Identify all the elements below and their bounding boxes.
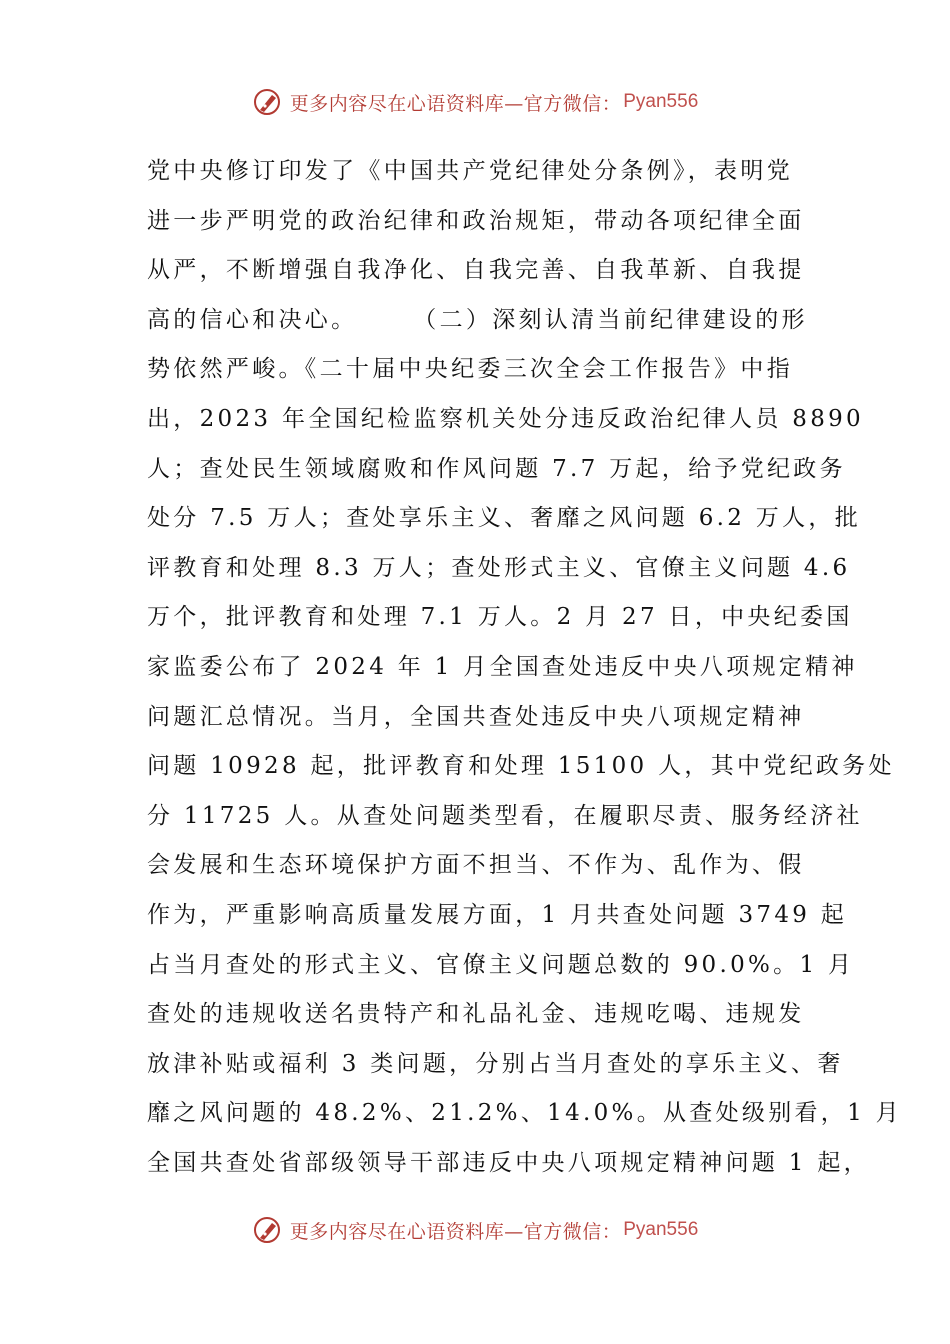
body-line: 放津补贴或福利 3 类问题，分别占当月查处的享乐主义、奢 [147,1050,844,1077]
pen-nib-circle-icon [252,1215,282,1245]
footer-watermark [0,1210,950,1250]
body-line: 高的信心和决心。 （二）深刻认清当前纪律建设的形 [147,306,808,333]
body-line: 家监委公布了 2024 年 1 月全国查处违反中央八项规定精神 [147,653,858,680]
body-line: 作为，严重影响高质量发展方面，1 月共查处问题 3749 起 [147,901,848,928]
watermark-text: 更多内容尽在心语资料库—官方微信： [289,1220,622,1243]
watermark-wechat-id: Pyan556 [623,91,699,112]
body-line: 人；查处民生领域腐败和作风问题 7.7 万起，给予党纪政务 [147,455,846,482]
body-line: 处分 7.5 万人；查处享乐主义、奢靡之风问题 6.2 万人，批 [147,505,861,532]
body-line: 从严，不断增强自我净化、自我完善、自我革新、自我提 [147,257,805,284]
body-line: 评教育和处理 8.3 万人；查处形式主义、官僚主义问题 4.6 [147,554,851,581]
body-line: 万个，批评教育和处理 7.1 万人。2 月 27 日，中央纪委国 [147,604,853,631]
body-line: 占当月查处的形式主义、官僚主义问题总数的 90.0%。1 月 [147,951,855,978]
body-line: 进一步严明党的政治纪律和政治规矩，带动各项纪律全面 [147,207,805,234]
body-line: 势依然严峻。《二十届中央纪委三次全会工作报告》中指 [147,356,793,383]
body-line: 党中央修订印发了《中国共产党纪律处分条例》，表明党 [147,158,793,184]
document-body [147,147,902,1188]
pen-nib-circle-icon [252,87,282,117]
body-line: 查处的违规收送名贵特产和礼品礼金、违规吃喝、违规发 [147,1001,805,1028]
body-line: 分 11725 人。从查处问题类型看，在履职尽责、服务经济社 [147,802,863,829]
body-line: 问题汇总情况。当月，全国共查处违反中央八项规定精神 [147,703,805,730]
header-watermark [0,82,950,122]
body-line: 全国共查处省部级领导干部违反中央八项规定精神问题 1 起， [147,1149,870,1176]
body-line: 出，2023 年全国纪检监察机关处分违反政治纪律人员 8890 [147,405,864,432]
watermark-wechat-id: Pyan556 [623,1219,699,1240]
watermark-text: 更多内容尽在心语资料库—官方微信： [289,92,622,115]
body-line: 问题 10928 起，批评教育和处理 15100 人，其中党纪政务处 [147,753,895,780]
body-line: 靡之风问题的 48.2%、21.2%、14.0%。从查处级别看，1 月 [147,1100,902,1127]
body-line: 会发展和生态环境保护方面不担当、不作为、乱作为、假 [147,852,805,879]
